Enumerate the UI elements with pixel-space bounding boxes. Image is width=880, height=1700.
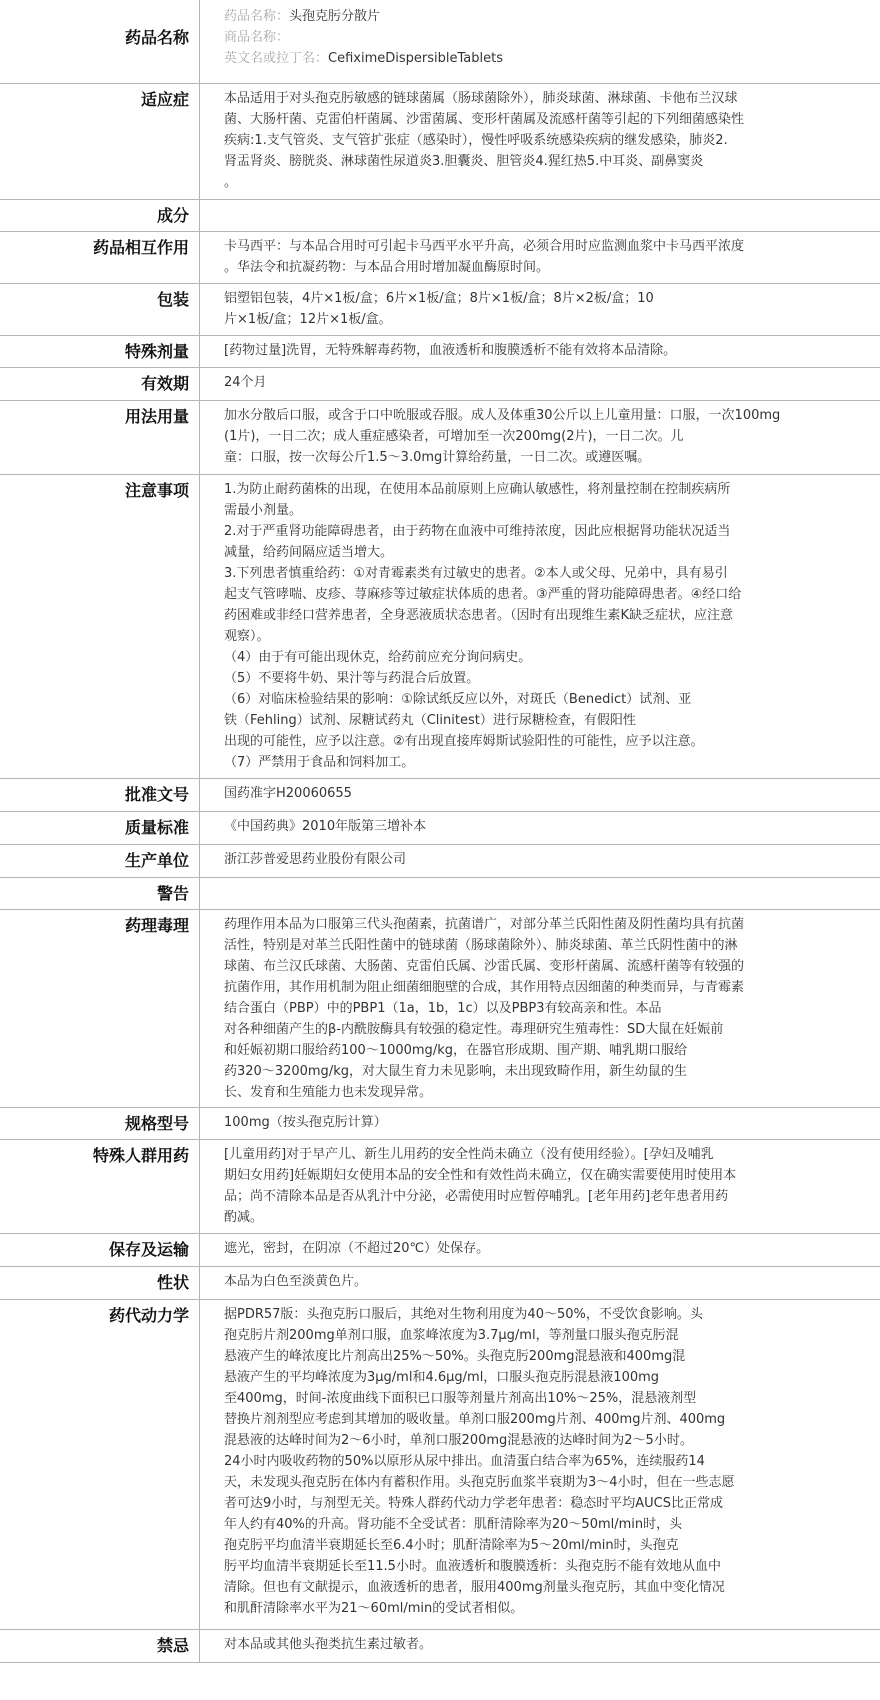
row-approval xyxy=(0,779,880,812)
row-pharmacology xyxy=(0,910,880,1108)
row-label: 性状 xyxy=(0,1267,200,1299)
generic-name-line xyxy=(224,6,840,27)
row-value: 1.为防止耐药菌株的出现，在使用本品前原则上应确认敏感性，将剂量控制在控制疾病所 需最小剂量。 2.对于严重肾功能障碍患者，由于药物在血液中可维持浓度，因此应根据肾功能状况适当 减量，给药间隔应适当增大。 3.下列患者慎重给药：①对青霉素类有过敏史的患者。②本人或父母、兄弟中，具有易引 起支气管哮喘、皮疹、荨麻疹等过敏症状体质的患者。③严重的肾功能障碍患者。④经口给 药困难或非经口营养患者，全身恶液质状态患者。（因时有出现维生素K缺乏症状，应注意 观察）。 （4）由于有可能出现休克，给药前应充分询问病史。 （5）不要将牛奶、果汁等与药混合后放置。 （6）对临床检验结果的影响：①除试纸反应以外，对斑氏（Benedict）试剂、亚 铁（Fehling）试剂、尿糖试药丸（Clinitest）进行尿糖检查，有假阳性 出现的可能性，应予以注意。②有出现直接库姆斯试验阳性的可能性，应予以注意。 （7）严禁用于食品和饲料加工。 xyxy=(224,482,742,770)
row-value: 据PDR57版：头孢克肟口服后，其绝对生物利用度为40～50%，不受饮食影响。头 孢克肟片剂200mg单剂口服，血浆峰浓度为3.7μg/ml，等剂量口服头孢克肟混 悬液产生的峰浓度比片剂高出25%～50%。头孢克肟200mg混悬液和400mg混 悬液产生的平均峰浓度为3μg/ml和4.6μg/ml，口服头孢克肟混悬液100mg 至400mg，时间-浓度曲线下面积已口服等剂量片剂高出10%～25%，混悬液剂型 替换片剂剂型应考虑到其增加的吸收量。单剂口服200mg片剂、400mg片剂、400mg 混悬液的达峰时间为2～6小时，单剂口服200mg混悬液的达峰时间为2～5小时。 24小时内吸收药物的50%以原形从尿中排出。血清蛋白结合率为65%，连续服药14 天，未发现头孢克肟在体内有蓄积作用。头孢克肟血浆半衰期为3～4小时，但在一些志愿 者可达9小时，与剂型无关。特殊人群药代动力学老年患者：稳态时平均AUCS比正常成 年人约有40%的升高。肾功能不全受试者：肌酐清除率为20～50ml/min时，头 孢克肟平均血清半衰期延长至6.4小时；肌酐清除率为5～20ml/min时，头孢克 肟平均血清半衰期延长至11.5小时。血液透析和腹膜透析：头孢克肟不能有效地从血中 清除。但也有文献提示，血液透析的患者，服用400mg剂量头孢克肟，其血中变化情况 和肌酐清除率水平为21～60ml/min的受试者相似。 xyxy=(224,1307,735,1616)
row-label: 适应症 xyxy=(0,84,200,199)
row-label: 注意事项 xyxy=(0,475,200,778)
row-value: 《中国药典》2010年版第三增补本 xyxy=(224,819,427,834)
row-usage xyxy=(0,401,880,475)
row-contraindications xyxy=(0,1630,880,1663)
row-label: 批准文号 xyxy=(0,779,200,811)
row-label: 特殊人群用药 xyxy=(0,1140,200,1233)
row-label: 药品相互作用 xyxy=(0,232,200,283)
row-value: 本品为白色至淡黄色片。 xyxy=(224,1274,368,1289)
row-value: 铝塑铝包装，4片×1板/盒；6片×1板/盒；8片×1板/盒；8片×2板/盒；10 片×1板/盒；12片×1板/盒。 xyxy=(224,291,654,327)
row-value: 对本品或其他头孢类抗生素过敏者。 xyxy=(224,1637,433,1652)
row-appearance xyxy=(0,1267,880,1300)
row-package xyxy=(0,284,880,336)
row-warning xyxy=(0,878,880,910)
row-label: 特殊剂量 xyxy=(0,336,200,367)
row-name xyxy=(0,0,880,84)
row-value: [儿童用药]对于早产儿、新生儿用药的安全性尚未确立（没有使用经验）。[孕妇及哺乳 期妇女用药]妊娠期妇女使用本品的安全性和有效性尚未确立，仅在确实需要使用时使用本 品；尚不清除本品是否从乳汁中分泌，必需使用时应暂停哺乳。[老年用药]老年患者用药 酌减。 xyxy=(224,1147,737,1225)
row-value: 24个月 xyxy=(224,375,267,390)
row-spec xyxy=(0,1108,880,1140)
row-label: 生产单位 xyxy=(0,845,200,877)
row-value: 国药准字H20060655 xyxy=(224,786,352,801)
row-label: 规格型号 xyxy=(0,1108,200,1139)
row-ingredients xyxy=(0,200,880,232)
row-interactions xyxy=(0,232,880,284)
row-label: 药品名称 xyxy=(0,0,200,83)
english-name-key: 英文名或拉丁名： xyxy=(224,51,329,66)
row-label: 成分 xyxy=(0,200,200,231)
row-value: 100mg（按头孢克肟计算） xyxy=(224,1115,387,1130)
trade-name-key: 商品名称： xyxy=(224,30,290,45)
row-standard xyxy=(0,812,880,845)
row-value: 加水分散后口服，或含于口中吮服或吞服。成人及体重30公斤以上儿童用量：口服，一次100mg (1片)，一日二次；成人重症感染者，可增加至一次200mg(2片)，一日二次。儿 童：口服，按一次每公斤1.5～3.0mg计算给药量，一日二次。或遵医嘱。 xyxy=(224,408,781,465)
row-label: 药理毒理 xyxy=(0,910,200,1107)
row-value: [药物过量]洗胃，无特殊解毒药物，血液透析和腹膜透析不能有效将本品清除。 xyxy=(224,343,677,358)
row-precautions xyxy=(0,475,880,779)
row-value: 浙江莎普爱思药业股份有限公司 xyxy=(224,852,407,867)
generic-name-key: 药品名称： xyxy=(224,9,290,24)
row-label: 警告 xyxy=(0,878,200,909)
row-manufacturer xyxy=(0,845,880,878)
row-label: 药代动力学 xyxy=(0,1300,200,1629)
row-label: 包装 xyxy=(0,284,200,335)
row-storage xyxy=(0,1234,880,1267)
trade-name-line xyxy=(224,27,840,48)
row-label: 禁忌 xyxy=(0,1630,200,1662)
row-special-dose xyxy=(0,336,880,368)
row-value xyxy=(200,200,880,231)
row-pharmacokinetics xyxy=(0,1300,880,1630)
row-value xyxy=(200,0,880,83)
row-validity xyxy=(0,368,880,401)
row-value xyxy=(200,878,880,909)
row-value: 卡马西平：与本品合用时可引起卡马西平水平升高，必须合用时应监测血浆中卡马西平浓度 。华法令和抗凝药物：与本品合用时增加凝血酶原时间。 xyxy=(224,239,745,275)
row-label: 质量标准 xyxy=(0,812,200,844)
row-special-population xyxy=(0,1140,880,1234)
english-name-line xyxy=(224,48,840,69)
row-value: 本品适用于对头孢克肟敏感的链球菌属（肠球菌除外），肺炎球菌、淋球菌、卡他布兰汉球 菌、大肠杆菌、克雷伯杆菌属、沙雷菌属、变形杆菌属及流感杆菌等引起的下列细菌感染性 疾病:1.支气管炎、支气管扩张症（感染时），慢性呼吸系统感染疾病的继发感染，肺炎2. 肾盂肾炎、膀胱炎、淋球菌性尿道炎3.胆囊炎、胆管炎4.猩红热5.中耳炎、副鼻窦炎 。 xyxy=(224,91,745,190)
row-indications xyxy=(0,84,880,200)
row-value: 药理作用本品为口服第三代头孢菌素，抗菌谱广，对部分革兰氏阳性菌及阴性菌均具有抗菌 活性，特别是对革兰氏阳性菌中的链球菌（肠球菌除外）、肺炎球菌、革兰氏阴性菌中的淋 球菌、布兰汉氏球菌、大肠菌、克雷伯氏属、沙雷氏属、变形杆菌属、流感杆菌等有较强的 抗菌作用，其作用机制为阻止细菌细胞壁的合成，其作用特点因细菌的种类而异，与青霉素 结合蛋白（PBP）中的PBP1（1a，1b，1c）以及PBP3有较高亲和性。本品 对各种细菌产生的β-内酰胺酶具有较强的稳定性。毒理研究生殖毒性：SD大鼠在妊娠前 和妊娠初期口服给药100～1000mg/kg，在器官形成期、围产期、哺乳期口服给 药320～3200mg/kg，对大鼠生育力未见影响，未出现致畸作用，新生幼鼠的生 长、发育和生殖能力也未发现异常。 xyxy=(224,917,745,1100)
row-label: 保存及运输 xyxy=(0,1234,200,1266)
row-label: 用法用量 xyxy=(0,401,200,474)
english-name-value: CefiximeDispersibleTablets xyxy=(328,51,503,66)
row-value: 遮光，密封，在阴凉（不超过20℃）处保存。 xyxy=(224,1241,490,1256)
generic-name-value: 头孢克肟分散片 xyxy=(289,9,381,24)
row-label: 有效期 xyxy=(0,368,200,400)
